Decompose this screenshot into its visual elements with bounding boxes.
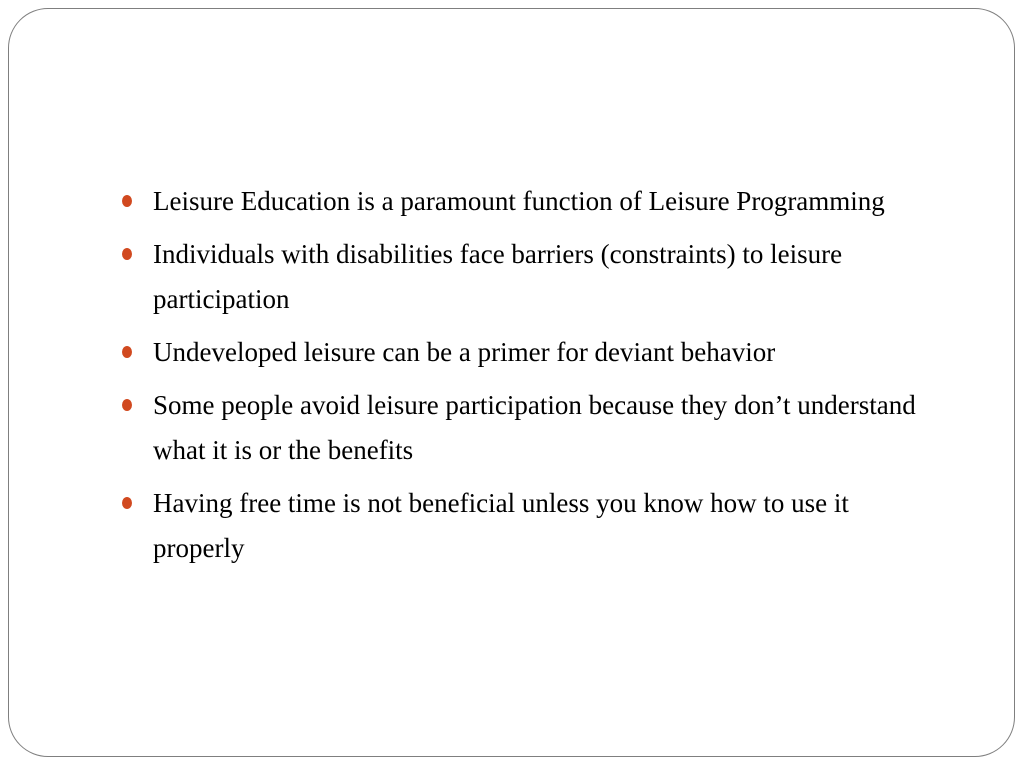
bullet-item [122, 179, 922, 224]
bullet-item [122, 232, 922, 322]
bullet-text: Having free time is not beneficial unless you know how to use it properly [153, 488, 849, 563]
bullet-item [122, 481, 922, 571]
bullet-icon [122, 248, 132, 260]
bullet-item [122, 330, 922, 375]
slide [8, 8, 1015, 757]
bullet-text: Leisure Education is a paramount function of Leisure Programming [153, 186, 885, 216]
bullet-text: Undeveloped leisure can be a primer for deviant behavior [153, 337, 776, 367]
bullet-item [122, 383, 922, 473]
bullet-icon [122, 399, 132, 411]
bullet-text: Individuals with disabilities face barriers (constraints) to leisure participation [153, 239, 843, 314]
bullet-text: Some people avoid leisure participation because they don’t understand what it is or the benefits [153, 390, 916, 465]
bullet-icon [122, 346, 132, 358]
bullet-icon [122, 497, 132, 509]
bullet-icon [122, 195, 132, 207]
bullet-list [122, 179, 922, 579]
